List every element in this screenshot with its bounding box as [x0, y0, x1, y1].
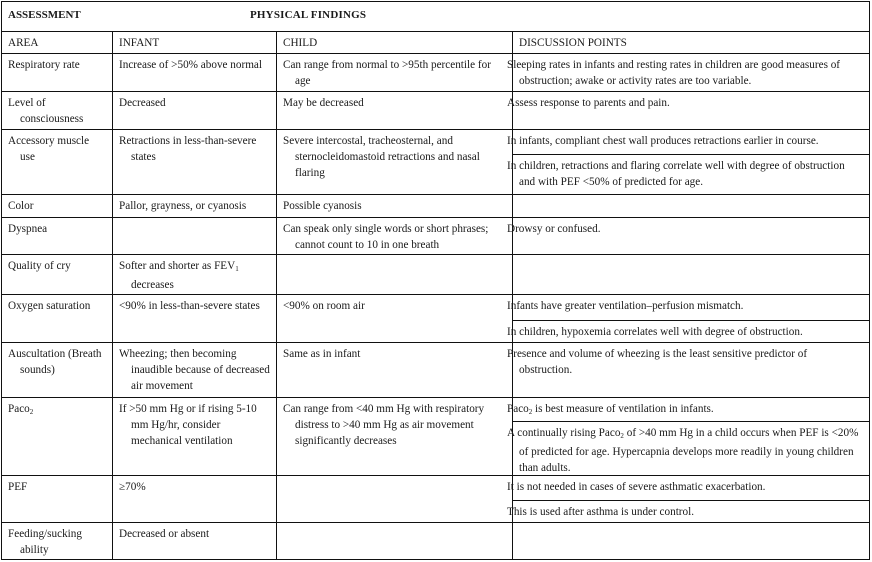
infant-cell — [112, 218, 276, 254]
table-row-quality-of-cry — [2, 254, 869, 294]
discussion-cell — [507, 130, 869, 194]
area-cell: Feeding/sucking ability — [8, 528, 82, 556]
table-row-color — [2, 194, 869, 217]
area-cell — [2, 398, 112, 475]
subscript: 1 — [235, 265, 239, 273]
table-row-level-of-consciousness — [2, 91, 869, 129]
child-cell: Same as in infant — [276, 343, 512, 397]
discussion-point: In infants, compliant chest wall produces retractions earlier in course. — [507, 135, 819, 147]
table-row-respiratory-rate — [2, 53, 869, 91]
infant-cell: Decreased or absent — [112, 523, 276, 560]
assessment-heading: ASSESSMENT — [8, 9, 81, 21]
physical-findings-heading: PHYSICAL FINDINGS — [250, 9, 367, 21]
table-row-feeding-sucking — [2, 522, 869, 560]
child-cell: Possible cyanosis — [276, 195, 512, 217]
table-row-paco2 — [2, 397, 869, 475]
area-cell: Level of consciousness — [8, 97, 84, 125]
table-title-row — [2, 2, 869, 31]
table-row-pef — [2, 475, 869, 522]
area-cell: Accessory muscle use — [8, 135, 90, 163]
infant-cell: Pallor, grayness, or cyanosis — [112, 195, 276, 217]
discussion-cell — [507, 218, 869, 254]
discussion-point: In children, retractions and flaring correlate well with degree of obstruction and with PEF <50% of predicted for age. — [513, 154, 869, 194]
column-header-discussion: DISCUSSION POINTS — [512, 32, 869, 53]
discussion-point — [507, 421, 869, 475]
infant-text-after: decreases — [131, 279, 174, 291]
discussion-point: Drowsy or confused. — [507, 223, 601, 235]
child-cell: Can range from normal to >95th percentile for age — [276, 54, 512, 91]
child-cell: May be decreased — [276, 92, 512, 129]
area-text: Paco — [8, 403, 30, 415]
infant-cell — [112, 255, 276, 294]
discussion-point: It is not needed in cases of severe asthmatic exacerbation. — [507, 481, 766, 493]
discussion-cell — [507, 92, 869, 129]
infant-cell: ≥70% — [112, 476, 276, 522]
area-cell: Quality of cry — [8, 260, 71, 272]
discussion-cell — [512, 195, 869, 217]
infant-cell: Retractions in less-than-severe states — [112, 130, 276, 194]
infant-cell: Increase of >50% above normal — [112, 54, 276, 91]
area-cell: Oxygen saturation — [8, 300, 91, 312]
child-cell: Can speak only single words or short phrases; cannot count to 10 in one breath — [276, 218, 512, 254]
column-header-child: CHILD — [276, 32, 512, 53]
text: of >40 mm Hg in a child occurs when PEF is <20% of predicted for age. Hypercapnia develops more readily in young children than adults. — [519, 427, 859, 474]
column-header-infant: INFANT — [112, 32, 276, 53]
discussion-point: Sleeping rates in infants and resting rates in children are good measures of obstruction; awake or activity rates are too variable. — [507, 59, 841, 87]
subscript: 2 — [528, 408, 533, 416]
discussion-point: Infants have greater ventilation–perfusion mismatch. — [507, 300, 744, 312]
table-row-dyspnea — [2, 217, 869, 254]
infant-cell: Wheezing; then becoming inaudible because of decreased air movement — [112, 343, 276, 397]
child-cell: Severe intercostal, tracheosternal, and sternocleidomastoid retractions and nasal flaring — [276, 130, 512, 194]
discussion-cell — [507, 343, 869, 397]
discussion-point: Presence and volume of wheezing is the least sensitive predictor of obstruction. — [507, 348, 808, 376]
discussion-cell — [507, 476, 869, 522]
text: Paco — [507, 403, 529, 415]
area-cell: Respiratory rate — [8, 59, 80, 71]
discussion-point: In children, hypoxemia correlates well with degree of obstruction. — [513, 320, 869, 342]
child-cell — [276, 255, 512, 294]
table-row-accessory-muscle-use — [2, 129, 869, 194]
discussion-cell — [507, 295, 869, 342]
discussion-cell — [507, 398, 869, 475]
discussion-point: Assess response to parents and pain. — [507, 97, 670, 109]
column-header-area: AREA — [8, 37, 39, 49]
column-header-row — [2, 31, 869, 53]
text: is best measure of ventilation in infants. — [532, 403, 714, 415]
table-row-oxygen-saturation — [2, 294, 869, 342]
discussion-cell — [512, 255, 869, 294]
discussion-cell — [512, 523, 869, 560]
discussion-point: This is used after asthma is under control. — [513, 500, 869, 522]
child-cell — [276, 523, 512, 560]
area-cell: Color — [8, 200, 34, 212]
infant-cell: <90% in less-than-severe states — [112, 295, 276, 342]
area-cell: Dyspnea — [8, 223, 48, 235]
area-cell: Auscultation (Breath sounds) — [8, 348, 102, 376]
area-cell: PEF — [8, 481, 28, 493]
child-cell: <90% on room air — [276, 295, 512, 342]
subscript: 2 — [29, 408, 34, 416]
child-cell: Can range from <40 mm Hg with respiratory distress to >40 mm Hg as air movement significantly decreases — [276, 398, 512, 475]
text: A continually rising Paco — [507, 427, 621, 439]
table-row-auscultation — [2, 342, 869, 397]
discussion-point — [507, 398, 869, 421]
infant-cell: Decreased — [112, 92, 276, 129]
infant-text: Softer and shorter as FEV — [119, 260, 236, 272]
infant-cell: If >50 mm Hg or if rising 5-10 mm Hg/hr, consider mechanical ventilation — [112, 398, 276, 475]
child-cell — [276, 476, 512, 522]
discussion-cell — [507, 54, 869, 91]
subscript: 2 — [620, 432, 624, 440]
assessment-table — [1, 1, 870, 560]
